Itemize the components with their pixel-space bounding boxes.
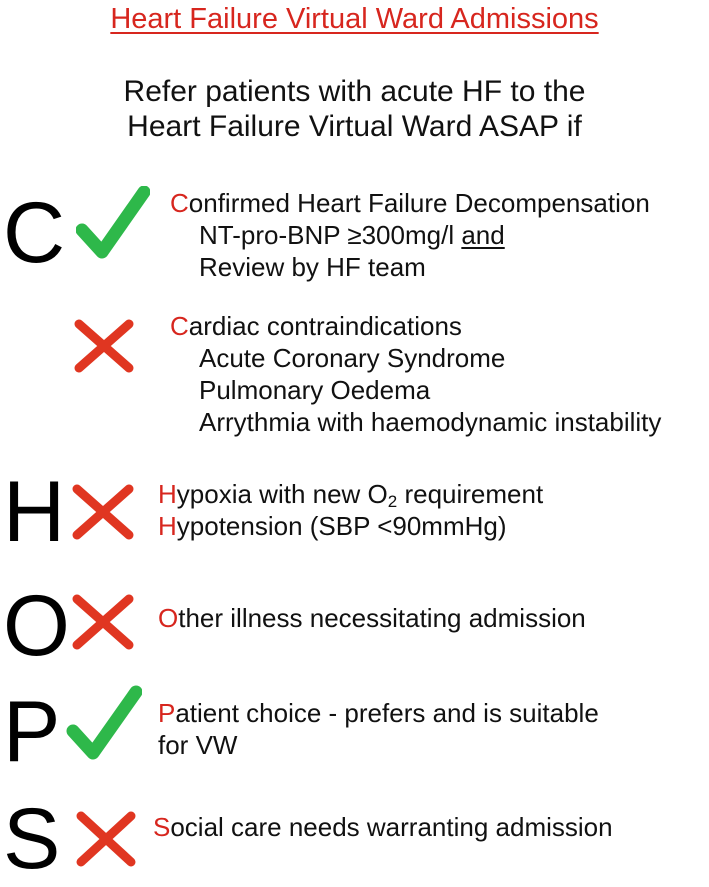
criterion-social-care <box>153 811 613 843</box>
criterion-initial: P <box>158 698 176 728</box>
criterion-text-line2: for VW <box>158 730 238 760</box>
cross-icon <box>72 318 136 374</box>
criterion-initial: C <box>170 188 189 218</box>
criterion-text: ypoxia with new O <box>176 479 388 509</box>
criterion-confirmed-hf <box>170 187 650 283</box>
criterion-text-end: requirement <box>397 479 544 509</box>
page-title: Heart Failure Virtual Ward Admissions <box>110 3 599 35</box>
criterion-text: ypotension (SBP <90mmHg) <box>176 511 507 541</box>
acronym-letter-p: P <box>3 684 61 780</box>
subscript: 2 <box>387 492 398 511</box>
criterion-patient-choice <box>158 697 599 761</box>
cross-icon <box>70 592 136 652</box>
cross-icon <box>74 809 138 869</box>
criterion-initial: O <box>158 603 179 633</box>
acronym-letter-h: H <box>3 464 66 560</box>
criterion-detail-and: and <box>461 220 505 250</box>
criterion-detail: NT-pro-BNP ≥300mg/l <box>199 220 455 250</box>
intro-line-2: Heart Failure Virtual Ward ASAP if <box>127 110 582 143</box>
criterion-initial: C <box>170 311 189 341</box>
criterion-detail: Arrythmia with haemodynamic instability <box>199 407 662 437</box>
criterion-hypoxia-hypotension <box>158 478 543 542</box>
criterion-text: ther illness necessitating admission <box>178 603 586 633</box>
check-icon <box>66 685 142 763</box>
criterion-text: ardiac contraindications <box>188 311 462 341</box>
criterion-detail: Acute Coronary Syndrome <box>199 343 506 373</box>
criterion-initial: S <box>153 812 171 842</box>
intro-text <box>0 74 709 144</box>
intro-line-1: Refer patients with acute HF to the <box>123 75 586 108</box>
criterion-initial: H <box>158 511 177 541</box>
criterion-detail: Review by HF team <box>199 252 426 282</box>
criterion-detail: Pulmonary Oedema <box>199 375 431 405</box>
acronym-letter-c: C <box>3 185 66 281</box>
acronym-letter-o: O <box>3 578 70 674</box>
acronym-letter-s: S <box>3 791 61 887</box>
criterion-text: onfirmed Heart Failure Decompensation <box>188 188 650 218</box>
criterion-text: ocial care needs warranting admission <box>170 812 613 842</box>
criterion-text: atient choice - prefers and is suitable <box>175 698 599 728</box>
criterion-initial: H <box>158 479 177 509</box>
criterion-cardiac <box>170 310 661 438</box>
check-icon <box>76 186 150 262</box>
cross-icon <box>70 482 136 542</box>
criterion-other-illness <box>158 602 586 634</box>
